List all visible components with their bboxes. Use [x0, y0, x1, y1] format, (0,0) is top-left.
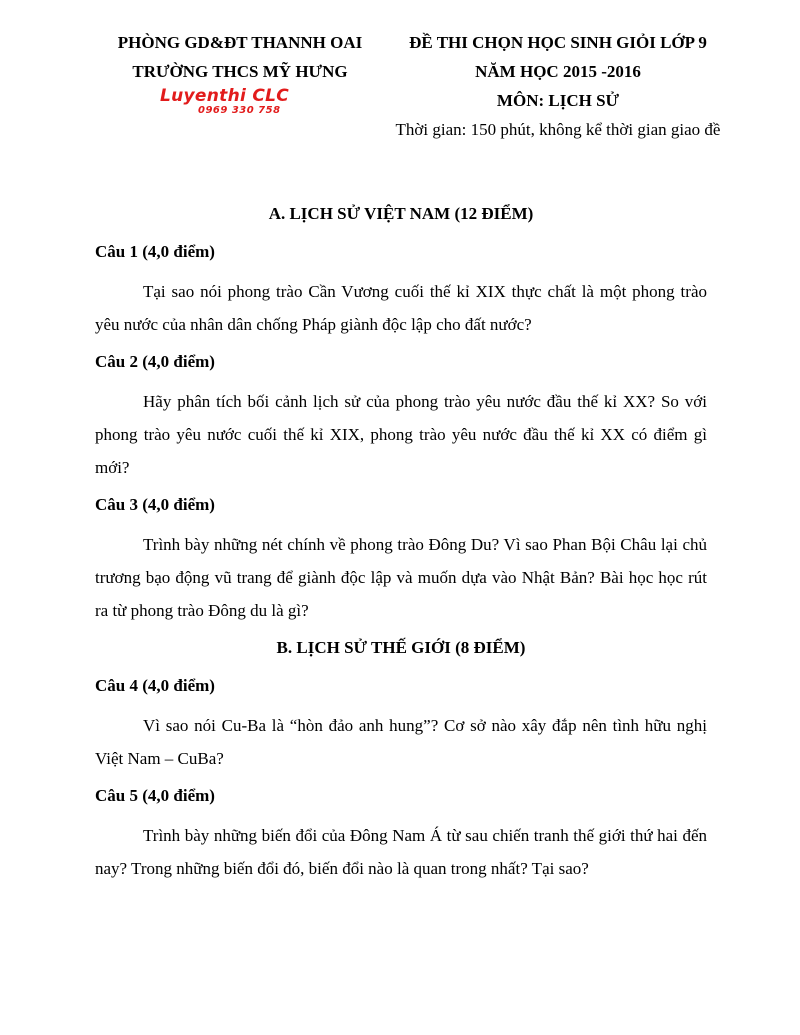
question-4-text: Vì sao nói Cu-Ba là “hòn đảo anh hung”? Cơ sở nào xây đắp nên tình hữu nghị Việt Nam – CuBa?	[95, 716, 707, 768]
question-5-title: Câu 5 (4,0 điểm)	[95, 786, 215, 805]
exam-title: ĐỀ THI CHỌN HỌC SINH GIỎI LỚP 9	[409, 33, 707, 52]
watermark-brand: Luyenthi CLC	[160, 86, 290, 106]
section-title: B. LỊCH SỬ THẾ GIỚI (8 ĐIỂM)	[276, 638, 526, 657]
question-1-title: Câu 1 (4,0 điểm)	[95, 242, 215, 261]
question-4-title: Câu 4 (4,0 điểm)	[95, 676, 215, 695]
subject: MÔN: LỊCH SỬ	[496, 91, 620, 110]
question-2-text: Hãy phân tích bối cảnh lịch sử của phong trào yêu nước đầu thế kỉ XX? So với phong trào yêu nước cuối thế kỉ XIX, phong trào yêu nước đầu thế kỉ XX có điểm gì mới?	[95, 392, 707, 477]
department-name: PHÒNG GD&ĐT THANNH OAI	[117, 33, 363, 52]
exam-body	[95, 197, 707, 889]
watermark-phone: 0969 330 758	[198, 105, 281, 116]
section-title: A. LỊCH SỬ VIỆT NAM (12 ĐIỂM)	[268, 204, 534, 223]
school-year: NĂM HỌC 2015 -2016	[475, 62, 641, 81]
section-vietnam-history	[95, 197, 707, 627]
exam-header	[388, 28, 728, 144]
question-3-title: Câu 3 (4,0 điểm)	[95, 495, 215, 514]
school-name: TRƯỜNG THCS MỸ HƯNG	[132, 62, 348, 81]
question-5-text: Trình bày những biến đổi của Đông Nam Á từ sau chiến tranh thế giới thứ hai đến nay? Trong những biến đổi đó, biến đổi nào là quan trong nhất? Tại sao?	[95, 826, 707, 878]
section-world-history	[95, 631, 707, 885]
luyenthi-watermark-logo	[160, 87, 310, 119]
question-2-title: Câu 2 (4,0 điểm)	[95, 352, 215, 371]
question-3-text: Trình bày những nét chính về phong trào Đông Du? Vì sao Phan Bội Châu lại chủ trương bạo động vũ trang để giành độc lập và muốn dựa vào Nhật Bản? Bài học học rút ra từ phong trào Đông du là gì?	[95, 535, 707, 620]
school-header	[95, 28, 385, 86]
question-1-text: Tại sao nói phong trào Cần Vương cuối thế kỉ XIX thực chất là một phong trào yêu nước của nhân dân chống Pháp giành độc lập cho đất nước?	[95, 282, 707, 334]
time-limit: Thời gian: 150 phút, không kể thời gian giao đề	[395, 120, 721, 139]
